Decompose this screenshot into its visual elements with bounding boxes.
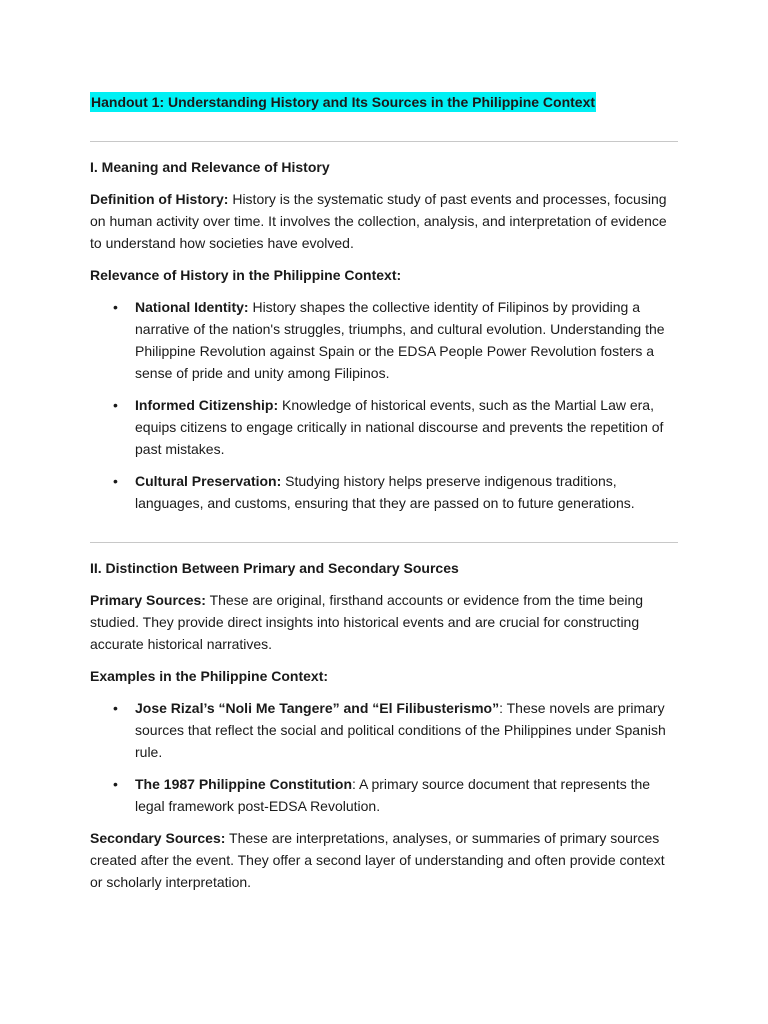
item-label: Informed Citizenship: [135, 397, 279, 413]
bullet-icon: • [113, 700, 118, 716]
item-text: : These novels are primary sources that reflect the social and political conditions of the Philippines under Spanish rule. [135, 700, 666, 760]
item-label: The 1987 Philippine Constitution [135, 776, 353, 792]
item-text: Knowledge of historical events, such as the Martial Law era, equips citizens to engage critically in national discourse and prevents the repetition of past mistakes. [135, 397, 664, 457]
primary-label: Primary Sources: [90, 592, 206, 608]
definition-label: Definition of History: [90, 191, 229, 207]
item-label: Cultural Preservation: [135, 473, 282, 489]
item-text: : A primary source document that represents the legal framework post-EDSA Revolution. [135, 776, 651, 814]
secondary-paragraph [90, 827, 680, 893]
list-item [90, 470, 680, 514]
primary-paragraph [90, 589, 680, 655]
bullet-icon: • [113, 397, 118, 413]
primary-text: These are original, firsthand accounts or evidence from the time being studied. They provide direct insights into historical events and are crucial for constructing accurate historical narratives. [90, 592, 644, 652]
relevance-list [90, 296, 680, 514]
handout-title: Handout 1: Understanding History and Its Sources in the Philippine Context [91, 94, 596, 110]
secondary-label: Secondary Sources: [90, 830, 226, 846]
examples-list [90, 697, 680, 817]
list-item [90, 394, 680, 460]
definition-text: History is the systematic study of past events and processes, focusing on human activity over time. It involves the collection, analysis, and interpretation of evidence to understand how societies have evolved. [90, 191, 667, 251]
definition-paragraph [90, 188, 680, 254]
divider-1 [90, 141, 678, 142]
divider-2 [90, 542, 678, 543]
list-item [90, 773, 680, 817]
item-text: Studying history helps preserve indigenous traditions, languages, and customs, ensuring that they are passed on to future generations. [135, 473, 635, 511]
section-2-heading: II. Distinction Between Primary and Secondary Sources [90, 560, 459, 576]
list-item [90, 296, 680, 384]
relevance-heading: Relevance of History in the Philippine Context: [90, 267, 402, 283]
section-1-heading: I. Meaning and Relevance of History [90, 159, 330, 175]
bullet-icon: • [113, 776, 118, 792]
item-label: National Identity: [135, 299, 249, 315]
section-1 [90, 156, 680, 524]
list-item [90, 697, 680, 763]
bullet-icon: • [113, 299, 118, 315]
section-2 [90, 557, 680, 893]
secondary-text: These are interpretations, analyses, or summaries of primary sources created after the event. They offer a second layer of understanding and often provide context or scholarly interpretation. [90, 830, 665, 890]
item-text: History shapes the collective identity of Filipinos by providing a narrative of the nation's struggles, triumphs, and cultural evolution. Understanding the Philippine Revolution against Spain or the EDSA People Power Revolution fosters a sense of pride and unity among Filipinos. [135, 299, 665, 381]
examples-heading: Examples in the Philippine Context: [90, 668, 329, 684]
item-label: Jose Rizal’s “Noli Me Tangere” and “El Filibusterismo” [135, 700, 500, 716]
bullet-icon: • [113, 473, 118, 489]
